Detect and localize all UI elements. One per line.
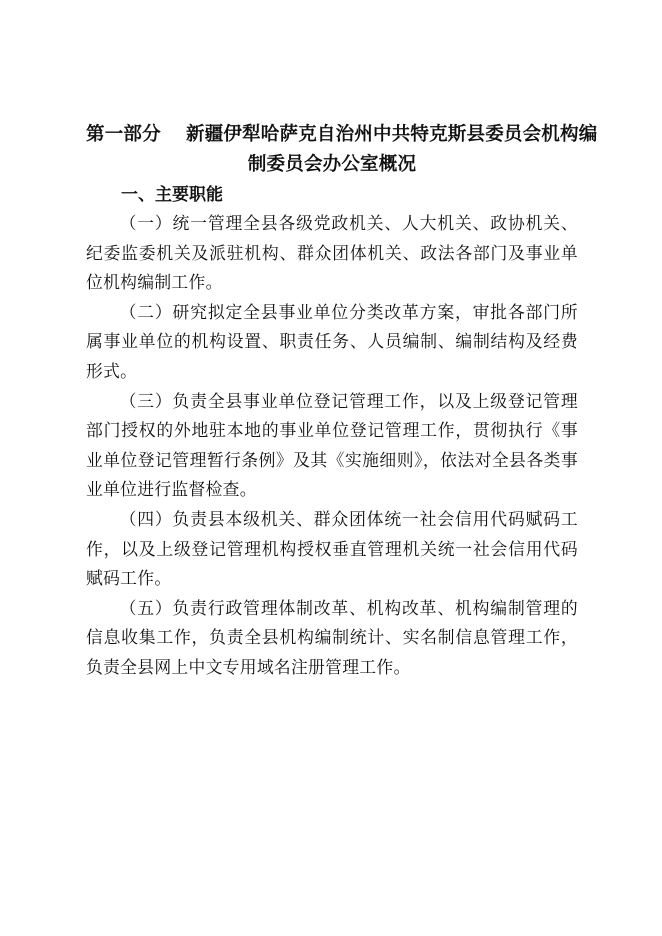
title-text-line-1: 新疆伊犁哈萨克自治州中共特克斯县委员会机构编: [186, 124, 598, 145]
paragraph-3: （三）负责全县事业单位登记管理工作，以及上级登记管理部门授权的外地驻本地的事业单位登记管理工作，贯彻执行《事业单位登记管理暂行条例》及其《实施细则》，依法对全县各类事业单位进行监督检查。: [86, 390, 578, 500]
part-label: 第一部分: [86, 124, 161, 145]
paragraph-2: （二）研究拟定全县事业单位分类改革方案，审批各部门所属事业单位的机构设置、职责任务、人员编制、编制结构及经费形式。: [86, 301, 578, 381]
section-heading-main-functions: 一、主要职能: [121, 185, 223, 205]
title-line-2: 制委员会办公室概况: [247, 154, 417, 175]
paragraph-4: （四）负责县本级机关、群众团体统一社会信用代码赋码工作，以及上级登记管理机构授权垂直管理机关统一社会信用代码赋码工作。: [86, 508, 578, 589]
title-line-1: [86, 120, 598, 150]
paragraph-1: （一）统一管理全县各级党政机关、人大机关、政协机关、纪委监委机关及派驻机构、群众团体机关、政法各部门及事业单位机构编制工作。: [86, 213, 578, 293]
body-text: [86, 209, 578, 683]
document-title: [86, 120, 598, 180]
paragraph-5: （五）负责行政管理体制改革、机构改革、机构编制管理的信息收集工作，负责全县机构编制统计、实名制信息管理工作，负责全县网上中文专用域名注册管理工作。: [86, 597, 578, 677]
